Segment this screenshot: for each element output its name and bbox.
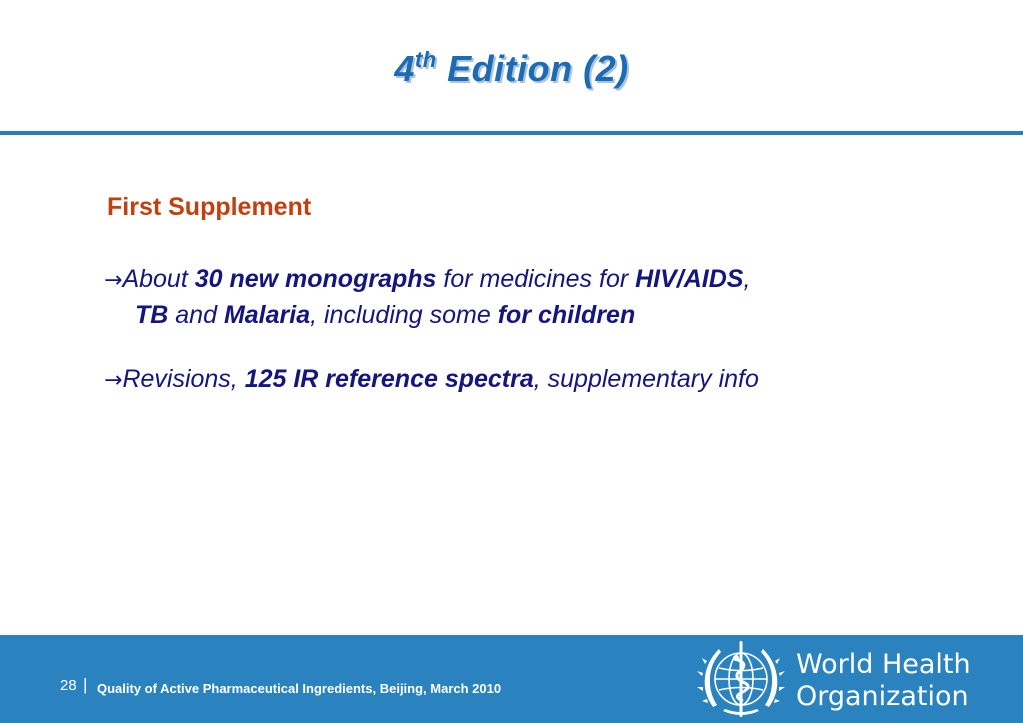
bullet-line [104, 298, 750, 333]
page-number: 28 [60, 677, 77, 694]
bullet-text: , [743, 265, 751, 293]
who-logo-line: Organization [796, 681, 969, 712]
bullet-emphasis: Malaria [223, 301, 311, 329]
bullet-text: for medicines for [436, 265, 636, 293]
bullet-emphasis: for children [497, 301, 636, 329]
title-superscript: th [414, 47, 437, 72]
footer-caption: Quality of Active Pharmaceutical Ingredients, Beijing, March 2010 [97, 681, 502, 696]
title-divider [0, 131, 1023, 135]
bullet-text: , including some [310, 301, 498, 329]
bullet-emphasis: HIV/AIDS [635, 265, 744, 293]
bullet-text: Revisions, [122, 365, 245, 393]
bullet-item-new-monographs [104, 262, 750, 333]
bullet-text: About [122, 265, 195, 293]
bullet-line [104, 362, 759, 398]
who-logo-text [796, 649, 971, 713]
who-emblem-icon [693, 637, 789, 721]
bullet-line [104, 262, 750, 298]
bullet-item-revisions [104, 362, 759, 398]
arrow-bullet-icon: → [104, 368, 123, 393]
slide-title [0, 48, 1023, 90]
who-logo-line: World Health [796, 649, 971, 680]
bullet-emphasis: TB [135, 301, 169, 329]
section-heading: First Supplement [107, 193, 312, 221]
bullet-emphasis: 30 new monographs [194, 265, 437, 293]
footer-bar [0, 635, 1023, 723]
title-text: Edition (2) [436, 48, 629, 89]
bullet-emphasis: 125 IR reference spectra [244, 365, 534, 393]
arrow-bullet-icon: → [104, 268, 123, 293]
title-number: 4 [394, 48, 415, 89]
bullet-text: , supplementary info [533, 365, 759, 393]
bullet-text: and [168, 301, 224, 329]
page-separator: | [83, 675, 88, 694]
